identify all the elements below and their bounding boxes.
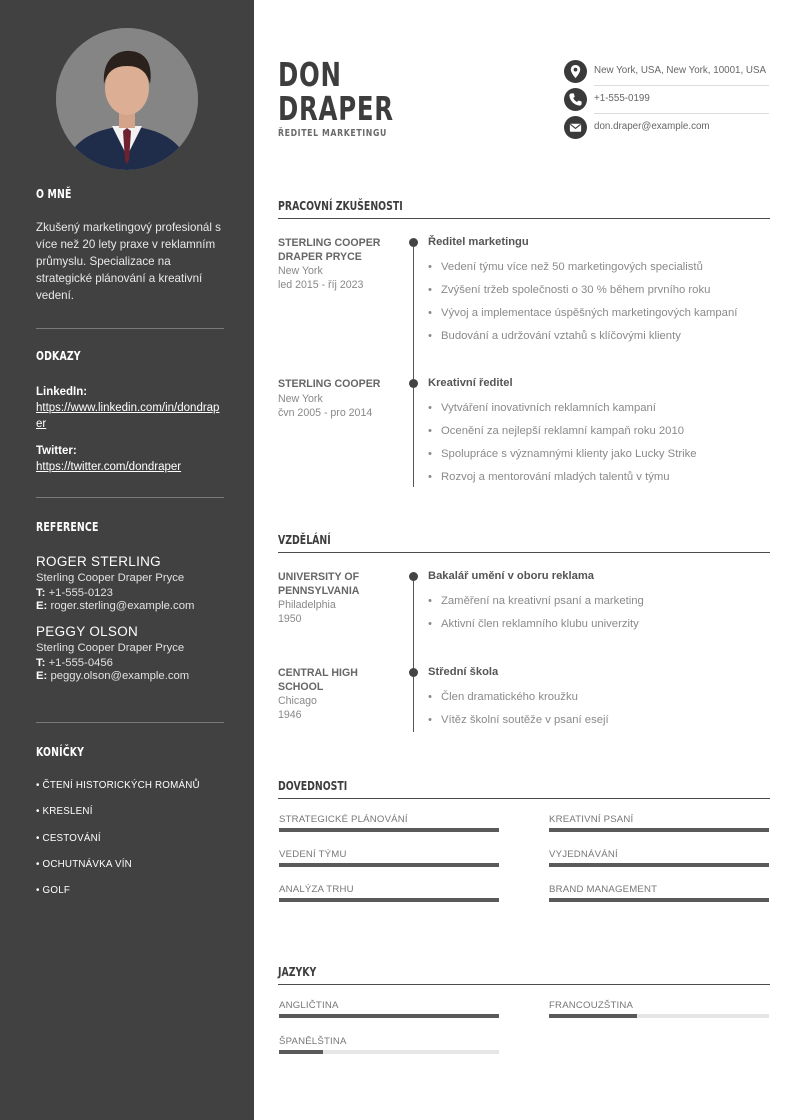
references-section [36, 520, 224, 682]
organization: SCHOOL [278, 680, 324, 693]
timeline-dot [409, 238, 418, 247]
timeline-dot [409, 572, 418, 581]
reference-phone [36, 657, 224, 669]
hobby-item: • CESTOVÁNÍ [36, 833, 101, 844]
twitter-link-block [36, 445, 224, 475]
profile-photo [56, 28, 198, 170]
reference-company: Sterling Cooper Draper Pryce [36, 572, 185, 584]
skill-bar-fill [549, 828, 769, 832]
education-entry-meta [278, 667, 400, 722]
language-bar [549, 1014, 769, 1018]
reference-name: PEGGY OLSON [36, 624, 139, 639]
list-item: • Člen dramatického kroužku [428, 691, 578, 703]
language-bar [279, 1014, 499, 1018]
organization: STERLING COOPER [278, 378, 381, 390]
skill-bar [549, 828, 769, 832]
location-pin-icon [564, 60, 587, 83]
skill-name: VEDENÍ TÝMU [279, 849, 347, 860]
reference-item [36, 624, 224, 682]
contact-divider [594, 113, 769, 114]
twitter-label: Twitter: [36, 445, 77, 457]
degree-title: Bakalář umění v oboru reklama [428, 570, 595, 582]
dates: čvn 2005 - pro 2014 [278, 406, 373, 419]
email-prefix: E: [36, 600, 48, 612]
divider [36, 722, 224, 723]
experience-heading-text: PRACOVNÍ ZKUŠENOSTI [278, 199, 403, 213]
links-heading: ODKAZY [36, 349, 81, 363]
skill-bar [279, 898, 499, 902]
list-item: • Vedení týmu více než 50 marketingových specialistů [428, 261, 703, 273]
skill-name: STRATEGICKÉ PLÁNOVÁNÍ [279, 814, 408, 825]
dates: 1950 [278, 613, 302, 625]
skill-bar-fill [279, 898, 499, 902]
skill-item [549, 884, 769, 895]
language-name: FRANCOUZŠTINA [549, 1000, 634, 1011]
location: Philadelphia [278, 599, 336, 611]
contact-phone [564, 88, 769, 116]
timeline-dot [409, 668, 418, 677]
skill-item [549, 849, 769, 860]
list-item: • Aktivní člen reklamního klubu univerzity [428, 618, 639, 630]
phone-prefix: T: [36, 587, 46, 599]
skill-bar-fill [279, 828, 499, 832]
experience-entry-meta [278, 237, 400, 292]
about-section [36, 187, 224, 304]
linkedin-link-block [36, 386, 224, 432]
timeline-line [413, 576, 414, 732]
organization: CENTRAL HIGH [278, 667, 358, 679]
language-bar [279, 1050, 499, 1054]
reference-email-value: roger.sterling@example.com [50, 600, 195, 612]
languages-heading-text: JAZYKY [278, 965, 317, 979]
hobbies-section [36, 745, 224, 905]
list-item: • Zaměření na kreativní psaní a marketing [428, 595, 644, 607]
degree-title: Střední škola [428, 666, 499, 678]
reference-phone-value: +1-555-0456 [48, 657, 113, 669]
twitter-link[interactable]: https://twitter.com/dondraper [36, 461, 182, 473]
timeline-dot [409, 379, 418, 388]
reference-email [36, 600, 224, 612]
timeline-line [413, 242, 414, 487]
language-item [279, 1036, 499, 1047]
organization: PENNSYLVANIA [278, 584, 360, 597]
contact-email-text: don.draper@example.com [594, 121, 710, 132]
skill-bar [549, 898, 769, 902]
references-heading: REFERENCE [36, 520, 99, 534]
list-item: • Vytváření inovativních reklamních kampaní [428, 402, 656, 414]
divider [36, 328, 224, 329]
list-item: • Budování a udržování vztahů s klíčovými klienty [428, 330, 681, 342]
sidebar [0, 0, 254, 1120]
reference-email [36, 670, 224, 682]
language-bar-fill [279, 1050, 323, 1054]
skill-item [549, 814, 769, 825]
list-item: • Zvýšení tržeb společnosti o 30 % během prvního roku [428, 284, 710, 296]
experience-heading [278, 197, 770, 219]
phone-prefix: T: [36, 657, 46, 669]
organization: UNIVERSITY OF [278, 571, 360, 583]
organization: STERLING COOPER [278, 237, 381, 249]
contact-address [564, 60, 769, 88]
education-entry-meta [278, 571, 400, 626]
skill-bar [279, 828, 499, 832]
skill-bar [549, 863, 769, 867]
contact-email [564, 116, 769, 144]
hobby-item: • ČTENÍ HISTORICKÝCH ROMÁNŮ [36, 780, 200, 791]
education-heading [278, 531, 770, 553]
skills-heading [278, 777, 770, 799]
skill-bar-fill [549, 863, 769, 867]
reference-phone [36, 587, 224, 599]
contact-divider [594, 85, 769, 86]
language-name: ANGLIČTINA [279, 1000, 339, 1011]
phone-icon [564, 88, 587, 111]
job-title: ŘEDITEL MARKETINGU [278, 128, 387, 139]
dates: 1946 [278, 709, 302, 721]
language-item [549, 1000, 769, 1011]
organization: DRAPER PRYCE [278, 250, 362, 263]
list-item: • Ocenění za nejlepší reklamní kampaň roku 2010 [428, 425, 684, 437]
language-item [279, 1000, 499, 1011]
hobbies-heading: KONÍČKY [36, 745, 85, 759]
hobby-item: • GOLF [36, 885, 71, 896]
contact-phone-text: +1-555-0199 [594, 93, 650, 104]
language-bar-fill [549, 1014, 637, 1018]
divider [36, 497, 224, 498]
location: New York [278, 265, 323, 277]
education-heading-text: VZDĚLÁNÍ [278, 533, 331, 547]
skill-bar [279, 863, 499, 867]
skill-name: BRAND MANAGEMENT [549, 884, 658, 895]
skill-bar-fill [279, 863, 499, 867]
skill-name: KREATIVNÍ PSANÍ [549, 814, 634, 825]
skill-name: VYJEDNÁVÁNÍ [549, 849, 618, 860]
reference-email-value: peggy.olson@example.com [50, 670, 190, 682]
email-icon [564, 116, 587, 139]
list-item: • Vítěz školní soutěže v psaní esejí [428, 714, 609, 726]
skill-name: ANALÝZA TRHU [279, 884, 354, 895]
linkedin-link[interactable]: https://www.linkedin.com/in/dondraper [36, 402, 220, 430]
location: New York [278, 392, 323, 405]
languages-heading [278, 963, 770, 985]
skill-bar-fill [549, 898, 769, 902]
role-title: Kreativní ředitel [428, 377, 513, 389]
person-portrait-icon [56, 28, 198, 170]
experience-entry-meta [278, 378, 400, 420]
skill-item [279, 814, 499, 825]
list-item: • Spolupráce s významnými klienty jako Lucky Strike [428, 448, 697, 460]
email-prefix: E: [36, 670, 48, 682]
role-title: Ředitel marketingu [428, 236, 529, 248]
about-text: Zkušený marketingový profesionál s více než 20 lety praxe v reklamním průmyslu. Specializace na strategické plánování a kreativní vedení. [36, 221, 221, 302]
contact-address-text: New York, USA, New York, 10001, USA [594, 65, 767, 76]
list-item: • Rozvoj a mentorování mladých talentů v týmu [428, 471, 670, 483]
dates: led 2015 - říj 2023 [278, 279, 364, 291]
first-name: DON [278, 55, 342, 94]
about-heading: O MNĚ [36, 187, 72, 201]
reference-name: ROGER STERLING [36, 554, 161, 569]
reference-company: Sterling Cooper Draper Pryce [36, 642, 185, 654]
skills-heading-text: DOVEDNOSTI [278, 779, 348, 793]
skill-item [279, 884, 499, 895]
language-bar-fill [279, 1014, 499, 1018]
language-name: ŠPANĚLŠTINA [279, 1036, 347, 1047]
hobby-item: • OCHUTNÁVKA VÍN [36, 859, 132, 870]
links-section [36, 349, 224, 475]
list-item: • Vývoj a implementace úspěšných marketingových kampaní [428, 307, 737, 319]
reference-phone-value: +1-555-0123 [48, 587, 113, 599]
last-name: DRAPER [278, 89, 394, 128]
hobby-item: • KRESLENÍ [36, 806, 93, 817]
location: Chicago [278, 695, 317, 707]
skill-item [279, 849, 499, 860]
linkedin-label: LinkedIn: [36, 386, 88, 398]
reference-item [36, 554, 224, 612]
